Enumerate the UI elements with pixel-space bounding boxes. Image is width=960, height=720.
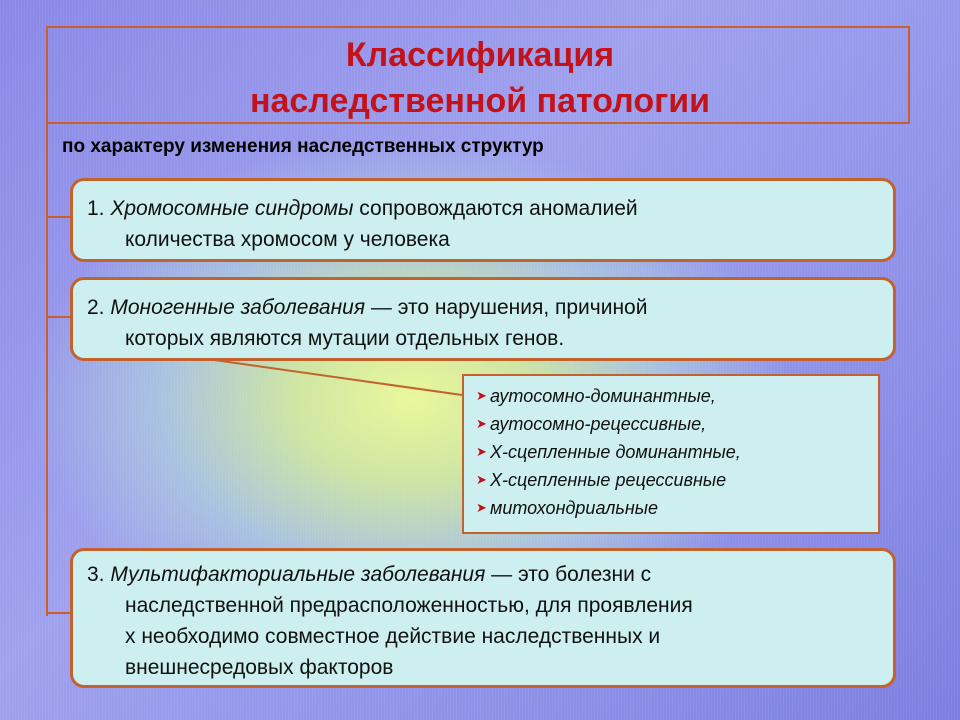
box-1-line-2: количества хромосом у человека	[125, 228, 450, 251]
box-2-term: Моногенные заболевания	[110, 296, 366, 319]
box-1-line-1: 1. Хромосомные синдромы сопровождаются аномалией	[87, 197, 638, 220]
box-3-term: Мультифакториальные заболевания	[110, 563, 486, 586]
arrow-bullet-icon: ➤	[476, 416, 487, 431]
box-3-line-1: 3. Мультифакториальные заболевания — это болезни с	[87, 563, 652, 586]
box-monogenic-diseases	[70, 277, 896, 361]
title-line-2: наследственной патологии	[249, 82, 711, 120]
list-item: ➤ Х-сцепленные рецессивные	[476, 466, 878, 494]
title-line-1: Классификация	[345, 36, 615, 74]
box-2-line-2: которых являются мутации отдельных генов.	[125, 327, 565, 350]
list-item: ➤ аутосомно-доминантные,	[476, 382, 878, 410]
subtitle: по характеру изменения наследственных структур	[62, 136, 544, 157]
arrow-bullet-icon: ➤	[476, 444, 487, 459]
box-3-line-4: внешнесредовых факторов	[125, 656, 394, 679]
arrow-bullet-icon: ➤	[476, 472, 487, 487]
box-2-line-1: 2. Моногенные заболевания — это нарушения, причиной	[87, 296, 648, 319]
box-3-line-2: наследственной предрасположенностью, для проявления	[125, 594, 693, 617]
box-1-term: Хромосомные синдромы	[110, 197, 354, 220]
arrow-bullet-icon: ➤	[476, 388, 487, 403]
list-item: ➤ аутосомно-рецессивные,	[476, 410, 878, 438]
arrow-bullet-icon: ➤	[476, 500, 487, 515]
box-3-line-3: х необходимо совместное действие наследственных и	[125, 625, 661, 648]
box-chromosomal-syndromes	[70, 178, 896, 262]
box-multifactorial-diseases	[70, 548, 896, 688]
inheritance-types-list	[462, 374, 880, 534]
list-item: ➤ Х-сцепленные доминантные,	[476, 438, 878, 466]
list-item: ➤ митохондриальные	[476, 494, 878, 522]
